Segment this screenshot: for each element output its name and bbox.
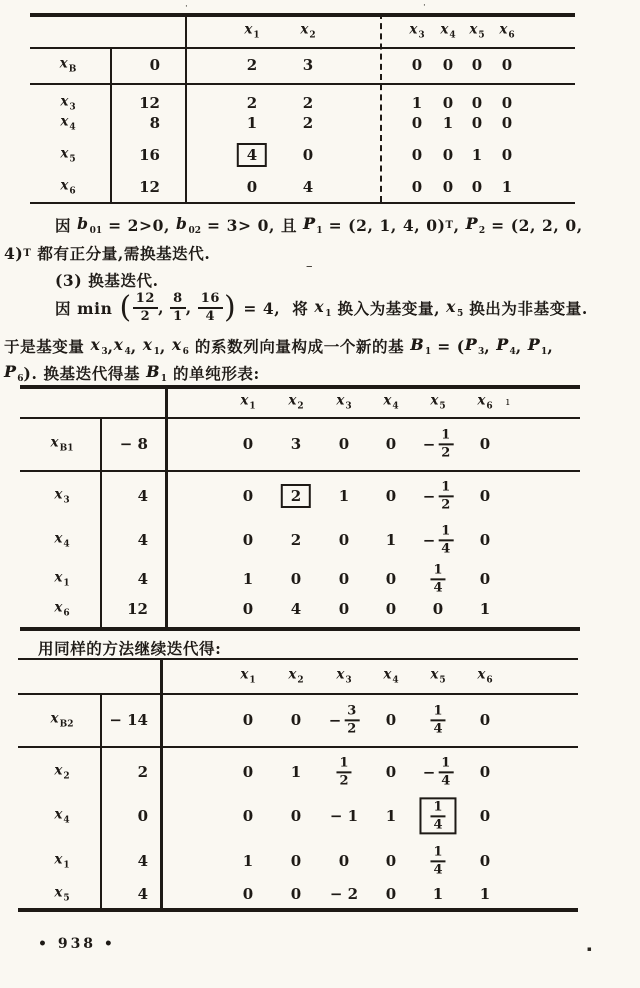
matrix-cell: 1 xyxy=(471,146,483,164)
matrix-cell: − 2 xyxy=(329,885,359,903)
row-label xyxy=(54,763,69,782)
matrix-cell: 0 xyxy=(338,852,350,870)
matrix-cell: 1 xyxy=(385,807,397,825)
pivot-box: 4 xyxy=(237,143,267,167)
math-var: $x_{B1}$ xyxy=(50,434,74,454)
math-var: $x_4$ xyxy=(383,392,399,412)
table-divider xyxy=(160,658,163,912)
math-var: $P_6$ xyxy=(4,362,24,384)
fraction: − $\frac{1}{4}$ xyxy=(423,756,454,787)
math-var: $x_6$ xyxy=(499,21,515,41)
matrix-cell: 2 xyxy=(246,56,258,74)
fraction: 1 4 xyxy=(430,704,445,735)
matrix-cell xyxy=(336,756,351,787)
matrix-cell: 0 xyxy=(479,531,491,549)
matrix-cell: 0 xyxy=(385,885,397,903)
scan-artifact: · xyxy=(185,2,188,12)
fraction: 16 4 xyxy=(198,292,223,323)
paragraph-basis-line1: 于是基变量 $x_3$ , $x_4$ , $x_1$ , $x_6$ 的系数列向量构成一个新的基 $B_1$ = ( $P_3$ , $P_4$ , $P_1$ , xyxy=(4,335,554,357)
math-var: $x_1$ xyxy=(142,335,160,357)
fraction: 1 4 xyxy=(430,845,445,876)
math-var: $x_6$ xyxy=(171,335,189,357)
matrix-cell: 0 xyxy=(242,807,254,825)
fraction: 1 2 xyxy=(336,756,351,787)
matrix-cell: 0 xyxy=(501,114,513,132)
continuation-caption: 用同样的方法继续迭代得: xyxy=(38,639,222,658)
math-var: $x_2$ xyxy=(300,21,316,41)
paragraph-step3-heading: (3) 换基迭代. xyxy=(55,271,159,290)
matrix-cell: 0 xyxy=(290,570,302,588)
math-var: $P_4$ xyxy=(496,335,516,357)
column-header xyxy=(240,667,255,686)
math-var: $x_5$ xyxy=(430,392,446,412)
matrix-cell: 0 xyxy=(442,146,454,164)
row-label xyxy=(54,885,69,904)
table-rule xyxy=(18,693,578,695)
math-var: $x_1$ xyxy=(314,296,332,319)
fraction: 1 4 xyxy=(429,800,446,831)
matrix-cell: 1 xyxy=(501,178,513,196)
fraction: 12 2 xyxy=(133,292,158,323)
math-var: $x_6$ xyxy=(60,177,76,197)
column-header xyxy=(477,667,492,686)
math-var: $x_6$ xyxy=(477,666,493,686)
matrix-cell: 0 xyxy=(442,94,454,112)
math-var: $x_6$ xyxy=(54,599,70,619)
matrix-cell: 1 xyxy=(338,487,350,505)
column-header xyxy=(288,667,303,686)
matrix-cell: 0 xyxy=(242,531,254,549)
matrix-cell: 0 xyxy=(471,178,483,196)
paragraph-p1-line1: 因 $b_{01}$ = 2>0, $b_{02}$ = 3> 0, 且 $P_1$ = (2, 1, 4, 0) T , $P_2$ = (2, 2, 0, xyxy=(55,214,583,236)
basis-value: 12 xyxy=(139,94,160,112)
basis-value: − 8 xyxy=(119,435,148,453)
table-rule xyxy=(18,746,578,748)
matrix-cell: 0 xyxy=(479,435,491,453)
matrix-cell: 0 xyxy=(471,56,483,74)
math-var: $B_1$ xyxy=(146,362,168,384)
math-var: $P_1$ xyxy=(303,214,323,236)
matrix-cell: 0 xyxy=(385,852,397,870)
basis-value: 2 xyxy=(137,763,148,781)
matrix-cell: 3 xyxy=(290,435,302,453)
matrix-cell: 4 xyxy=(290,600,302,618)
math-var: $x_3$ xyxy=(60,93,76,113)
math-var: $x_6$ xyxy=(477,392,493,412)
math-var: $x_1$ xyxy=(240,392,256,412)
matrix-cell: 0 xyxy=(242,763,254,781)
matrix-cell: 2 xyxy=(246,94,258,112)
matrix-cell xyxy=(423,756,454,787)
math-var: $x_B$ xyxy=(59,55,77,75)
matrix-cell: 0 xyxy=(411,178,423,196)
matrix-cell: 0 xyxy=(471,114,483,132)
math-var: $x_1$ xyxy=(240,666,256,686)
math-var: $x_3$ xyxy=(336,392,352,412)
math-var: $x_4$ xyxy=(54,530,70,550)
math-var: $P_1$ xyxy=(527,335,548,357)
scan-artifact: ▪ xyxy=(587,945,592,953)
basis-value: 4 xyxy=(137,885,148,903)
math-var: $x_1$ xyxy=(54,851,70,871)
superscript-T: T xyxy=(445,219,454,231)
matrix-cell: 1 xyxy=(385,531,397,549)
matrix-cell: 0 xyxy=(442,56,454,74)
matrix-cell: 0 xyxy=(338,531,350,549)
matrix-cell: 0 xyxy=(479,807,491,825)
pivot-box xyxy=(419,797,456,834)
matrix-cell: 0 xyxy=(479,852,491,870)
superscript-T: T xyxy=(23,247,32,259)
matrix-cell xyxy=(329,704,360,735)
matrix-cell: 1 xyxy=(479,600,491,618)
matrix-cell: 0 xyxy=(290,807,302,825)
matrix-cell: 0 xyxy=(302,146,314,164)
matrix-cell: 0 xyxy=(242,435,254,453)
matrix-cell xyxy=(430,704,445,735)
paragraph-min-ratio-line: 因 min ( 12 2 , 8 1 , 16 4 ) = 4, 将 $x_1$ 换入为基变量, $x_5$ 换出为非基变量. xyxy=(55,289,588,325)
math-var: $x_3$ xyxy=(409,21,425,41)
basis-value: 12 xyxy=(127,600,148,618)
math-var: $b_{02}$ xyxy=(176,214,202,236)
math-var: $x_1$ xyxy=(244,21,260,41)
matrix-cell: 1 xyxy=(411,94,423,112)
column-header xyxy=(430,667,445,686)
fraction: 8 1 xyxy=(170,292,186,323)
matrix-cell: 1 xyxy=(242,570,254,588)
matrix-cell: 0 xyxy=(338,435,350,453)
matrix-cell: 0 xyxy=(479,711,491,729)
math-var: $x_5$ xyxy=(446,296,464,319)
math-var: $x_4$ xyxy=(440,21,456,41)
math-var: $x_{B2}$ xyxy=(50,710,74,730)
matrix-cell: 0 xyxy=(385,487,397,505)
math-var: $x_2$ xyxy=(288,392,304,412)
matrix-cell: 1 xyxy=(479,885,491,903)
math-var: $x_2$ xyxy=(288,666,304,686)
matrix-cell: 0 xyxy=(501,146,513,164)
big-paren: ( xyxy=(119,289,132,325)
matrix-cell: 0 xyxy=(385,600,397,618)
matrix-cell: 0 xyxy=(411,146,423,164)
basis-value: 16 xyxy=(139,146,160,164)
basis-value: 0 xyxy=(137,807,148,825)
math-var: $x_3$ xyxy=(54,486,70,506)
row-label xyxy=(54,807,69,826)
pivot-box: 2 xyxy=(281,484,311,508)
scan-artifact: – xyxy=(306,259,313,274)
matrix-cell: 1 xyxy=(442,114,454,132)
math-var: $x_1$ xyxy=(54,569,70,589)
matrix-cell: 3 xyxy=(302,56,314,74)
math-var: $x_5$ xyxy=(430,666,446,686)
math-var: $x_4$ xyxy=(383,666,399,686)
matrix-cell: 0 xyxy=(290,711,302,729)
paragraph-basis-line2: $P_6$ ). 换基迭代得基 $B_1$ 的单纯形表: xyxy=(4,362,260,384)
basis-value: 12 xyxy=(139,178,160,196)
row-label xyxy=(51,711,74,730)
basis-value: 4 xyxy=(137,531,148,549)
matrix-cell: 0 xyxy=(411,56,423,74)
math-var: $x_5$ xyxy=(469,21,485,41)
matrix-cell: 2 xyxy=(302,94,314,112)
matrix-cell: 0 xyxy=(338,600,350,618)
matrix-cell: 0 xyxy=(479,487,491,505)
matrix-cell: 1 xyxy=(290,763,302,781)
matrix-cell: 0 xyxy=(501,94,513,112)
matrix-cell: 0 xyxy=(411,114,423,132)
scan-artifact: ı xyxy=(506,395,510,408)
matrix-cell: 0 xyxy=(501,56,513,74)
fraction: − $\frac{3}{2}$ xyxy=(329,704,360,735)
matrix-cell: 0 xyxy=(479,763,491,781)
fraction: 1 4 xyxy=(430,563,445,594)
matrix-cell: 0 xyxy=(290,885,302,903)
matrix-cell: 0 xyxy=(242,487,254,505)
table-divider xyxy=(100,693,102,908)
matrix-cell: 0 xyxy=(385,435,397,453)
matrix-cell: 0 xyxy=(385,711,397,729)
matrix-cell: 2 xyxy=(290,531,302,549)
math-var: $x_3$ xyxy=(336,666,352,686)
matrix-cell: 0 xyxy=(242,711,254,729)
matrix-cell: 1 xyxy=(242,852,254,870)
matrix-cell: − 1 xyxy=(329,807,359,825)
basis-value: 0 xyxy=(149,56,160,74)
basis-value: 4 xyxy=(137,487,148,505)
matrix-cell: 0 xyxy=(471,94,483,112)
matrix-cell: 2 xyxy=(302,114,314,132)
page-number: • 938 • xyxy=(38,936,116,952)
matrix-cell: 0 xyxy=(242,885,254,903)
matrix-cell: 1 xyxy=(246,114,258,132)
column-header xyxy=(383,667,398,686)
table-rule xyxy=(18,908,578,912)
matrix-cell: 1 xyxy=(432,885,444,903)
matrix-cell: 0 xyxy=(242,600,254,618)
math-var: $x_5$ xyxy=(54,884,70,904)
matrix-cell: 0 xyxy=(479,570,491,588)
math-var: $x_4$ xyxy=(113,335,131,357)
math-var: $P_2$ xyxy=(465,214,486,236)
math-var: $P_3$ xyxy=(464,335,485,357)
scan-artifact: · xyxy=(423,1,426,11)
math-var: $x_3$ xyxy=(90,335,108,357)
math-var: $b_{01}$ xyxy=(77,214,103,236)
matrix-cell: 0 xyxy=(290,852,302,870)
fraction: − $\frac{1}{4}$ xyxy=(423,524,454,555)
column-header xyxy=(336,667,351,686)
matrix-cell: 0 xyxy=(385,763,397,781)
matrix-cell xyxy=(430,845,445,876)
matrix-cell: 0 xyxy=(442,178,454,196)
math-var: $B_1$ xyxy=(410,335,432,357)
matrix-cell: 0 xyxy=(385,570,397,588)
matrix-cell: 0 xyxy=(338,570,350,588)
math-var: $x_4$ xyxy=(60,113,76,133)
fraction: − $\frac{1}{2}$ xyxy=(423,480,454,511)
math-var: $x_4$ xyxy=(54,806,70,826)
fraction: − $\frac{1}{2}$ xyxy=(423,428,454,459)
matrix-cell: 4 xyxy=(302,178,314,196)
big-paren: ) xyxy=(224,289,237,325)
matrix-cell: 0 xyxy=(432,600,444,618)
matrix-cell: 0 xyxy=(246,178,258,196)
basis-value: − 14 xyxy=(109,711,148,729)
basis-value: 4 xyxy=(137,852,148,870)
basis-value: 4 xyxy=(137,570,148,588)
paragraph-p1-line2: 4) T 都有正分量,需换基迭代. xyxy=(4,243,211,263)
row-label xyxy=(54,852,69,871)
math-var: $x_2$ xyxy=(54,762,70,782)
basis-value: 8 xyxy=(149,114,160,132)
math-var: $x_5$ xyxy=(60,145,76,165)
matrix-cell xyxy=(419,797,456,834)
